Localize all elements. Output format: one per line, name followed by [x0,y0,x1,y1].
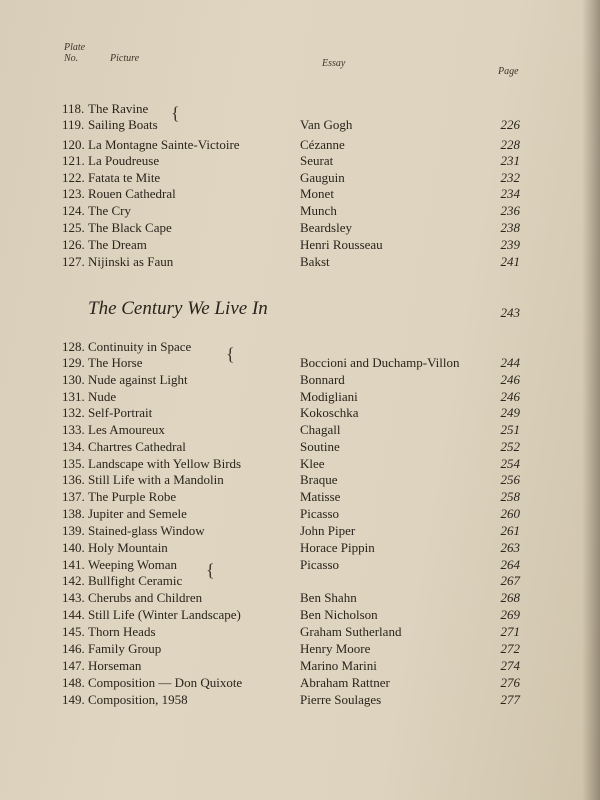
plate-number: 147. [62,658,85,673]
page-number: 261 [500,523,520,538]
essay-author: Klee [300,456,325,471]
plate-number: 125. [62,220,85,235]
picture-title: Nude against Light [88,372,188,387]
page-number: 276 [500,675,520,690]
picture-title: Les Amoureux [88,422,165,437]
plate-row [0,220,600,236]
essay-author: Pierre Soulages [300,692,382,707]
essay-author: Ben Shahn [300,590,357,605]
plate-row [0,439,600,455]
plate-number: 143. [62,590,85,605]
plate-number: 126. [62,237,85,252]
picture-title: Fatata te Mite [88,170,161,185]
essay-author: Ben Nicholson [300,607,378,622]
page-number: 231 [500,153,520,168]
essay-author: John Piper [300,523,356,538]
section-title: The Century We Live In [88,298,268,319]
essay-author: Horace Pippin [300,540,375,555]
plate-number: 142. [62,573,85,588]
plate-number: 123. [62,186,85,201]
brace-141-142: { [206,560,215,580]
plate-number: 122. [62,170,85,185]
essay-author: Modigliani [300,389,358,404]
essay-author: Kokoschka [300,405,359,420]
plate-number: 121. [62,153,85,168]
brace-118-119: { [171,103,180,123]
page-number: 256 [500,472,520,487]
picture-title: Horseman [88,658,142,673]
plate-row [0,675,600,691]
picture-title: The Cry [88,203,131,218]
essay-author: Gauguin [300,170,345,185]
essay-author: Beardsley [300,220,352,235]
header-plate-no [64,42,85,64]
page-number: 272 [500,641,520,656]
page-number: 267 [500,573,520,588]
essay-author: Munch [300,203,337,218]
essay-author: Cézanne [300,137,345,152]
plate-row [0,472,600,488]
picture-title: Family Group [88,641,162,656]
picture-title: Thorn Heads [88,624,156,639]
essay-author: Picasso [300,506,339,521]
picture-title: Sailing Boats [88,117,158,132]
plate-row [0,237,600,253]
picture-title: Self-Portrait [88,405,153,420]
page-number: 246 [500,372,520,387]
picture-title: Chartres Cathedral [88,439,186,454]
plate-row [0,101,600,117]
page-number: 274 [500,658,520,673]
essay-author: Chagall [300,422,341,437]
picture-title: La Poudreuse [88,153,160,168]
essay-author: Soutine [300,439,340,454]
plate-number: 132. [62,405,85,420]
plate-number: 128. [62,339,85,354]
header-no-label: No. [64,53,79,64]
plate-row [0,339,600,355]
plate-number: 141. [62,557,85,572]
picture-title: Holy Mountain [88,540,168,555]
plate-number: 140. [62,540,85,555]
plate-number: 148. [62,675,85,690]
plate-row [0,489,600,505]
essay-author: Henri Rousseau [300,237,383,252]
plate-number: 133. [62,422,85,437]
picture-title: Jupiter and Semele [88,506,187,521]
page-number: 263 [500,540,520,555]
page-number: 239 [500,237,520,252]
picture-title: Composition, 1958 [88,692,188,707]
plate-row [0,117,600,133]
brace-128-129: { [226,344,235,364]
plate-number: 144. [62,607,85,622]
plate-number: 124. [62,203,85,218]
page-number: 238 [500,220,520,235]
plate-number: 129. [62,355,85,370]
picture-title: Composition — Don Quixote [88,675,243,690]
essay-author: Picasso [300,557,339,572]
page-number: 268 [500,590,520,605]
essay-author: Henry Moore [300,641,371,656]
plate-number: 135. [62,456,85,471]
page-number: 226 [500,117,520,132]
plate-row [0,153,600,169]
page-number: 258 [500,489,520,504]
plate-number: 118. [62,101,85,116]
plate-row [0,422,600,438]
plate-row [0,506,600,522]
essay-author: Graham Sutherland [300,624,402,639]
plate-number: 127. [62,254,85,269]
page-number: 228 [500,137,520,152]
plate-row [0,590,600,606]
essay-author: Abraham Rattner [300,675,390,690]
plate-row [0,557,600,573]
picture-title: Cherubs and Children [88,590,203,605]
plate-number: 139. [62,523,85,538]
page-number: 271 [500,624,520,639]
header-page: Page [498,66,519,77]
plate-row [0,372,600,388]
plate-row [0,389,600,405]
essay-author: Van Gogh [300,117,353,132]
picture-title: Landscape with Yellow Birds [88,456,242,471]
page-number: 277 [500,692,520,707]
page-number: 251 [500,422,520,437]
page-number: 234 [500,186,520,201]
plate-row [0,186,600,202]
plate-row [0,355,600,371]
picture-title: Still Life with a Mandolin [88,472,224,487]
picture-title: La Montagne Sainte-Victoire [88,137,240,152]
plate-row [0,540,600,556]
page-number: 246 [500,389,520,404]
picture-title: The Purple Robe [88,489,177,504]
plate-row [0,573,600,589]
plate-row [0,692,600,708]
page-number: 260 [500,506,520,521]
plate-row [0,523,600,539]
plate-row [0,456,600,472]
picture-title: Weeping Woman [88,557,178,572]
plate-row [0,641,600,657]
page-number: 244 [500,355,520,370]
plate-number: 136. [62,472,85,487]
picture-title: Rouen Cathedral [88,186,176,201]
essay-author: Monet [300,186,334,201]
plate-number: 138. [62,506,85,521]
picture-title: Nijinski as Faun [88,254,174,269]
header-plate-label: Plate [64,42,86,53]
page-number: 236 [500,203,520,218]
plate-row [0,170,600,186]
plate-row [0,254,600,270]
page-number: 249 [500,405,520,420]
picture-title: The Dream [88,237,147,252]
essay-author: Seurat [300,153,334,168]
essay-author: Bakst [300,254,330,269]
page-number: 241 [500,254,520,269]
plate-number: 146. [62,641,85,656]
picture-title: The Ravine [88,101,149,116]
essay-author: Bonnard [300,372,345,387]
picture-title: Bullfight Ceramic [88,573,183,588]
header-essay: Essay [322,58,346,69]
plate-number: 134. [62,439,85,454]
picture-title: Stained-glass Window [88,523,205,538]
plate-number: 149. [62,692,85,707]
page-number: 264 [500,557,520,572]
picture-title: The Horse [88,355,143,370]
essay-author: Boccioni and Duchamp-Villon [300,355,460,370]
plate-row [0,658,600,674]
picture-title: Nude [88,389,117,404]
essay-author: Matisse [300,489,341,504]
page-number: 252 [500,439,520,454]
plate-number: 120. [62,137,85,152]
plate-row [0,624,600,640]
plate-number: 130. [62,372,85,387]
picture-title: The Black Cape [88,220,172,235]
plate-number: 119. [62,117,85,132]
header-picture: Picture [110,53,140,64]
page-number: 254 [500,456,520,471]
essay-author: Braque [300,472,338,487]
picture-title: Still Life (Winter Landscape) [88,607,241,622]
plate-row [0,607,600,623]
section-page: 243 [500,305,520,320]
page-number: 232 [500,170,520,185]
plate-number: 137. [62,489,85,504]
plate-row [0,203,600,219]
page-number: 269 [500,607,520,622]
plate-row [0,137,600,153]
picture-title: Continuity in Space [88,339,192,354]
plate-number: 145. [62,624,85,639]
plate-row [0,405,600,421]
essay-author: Marino Marini [300,658,377,673]
plate-number: 131. [62,389,85,404]
